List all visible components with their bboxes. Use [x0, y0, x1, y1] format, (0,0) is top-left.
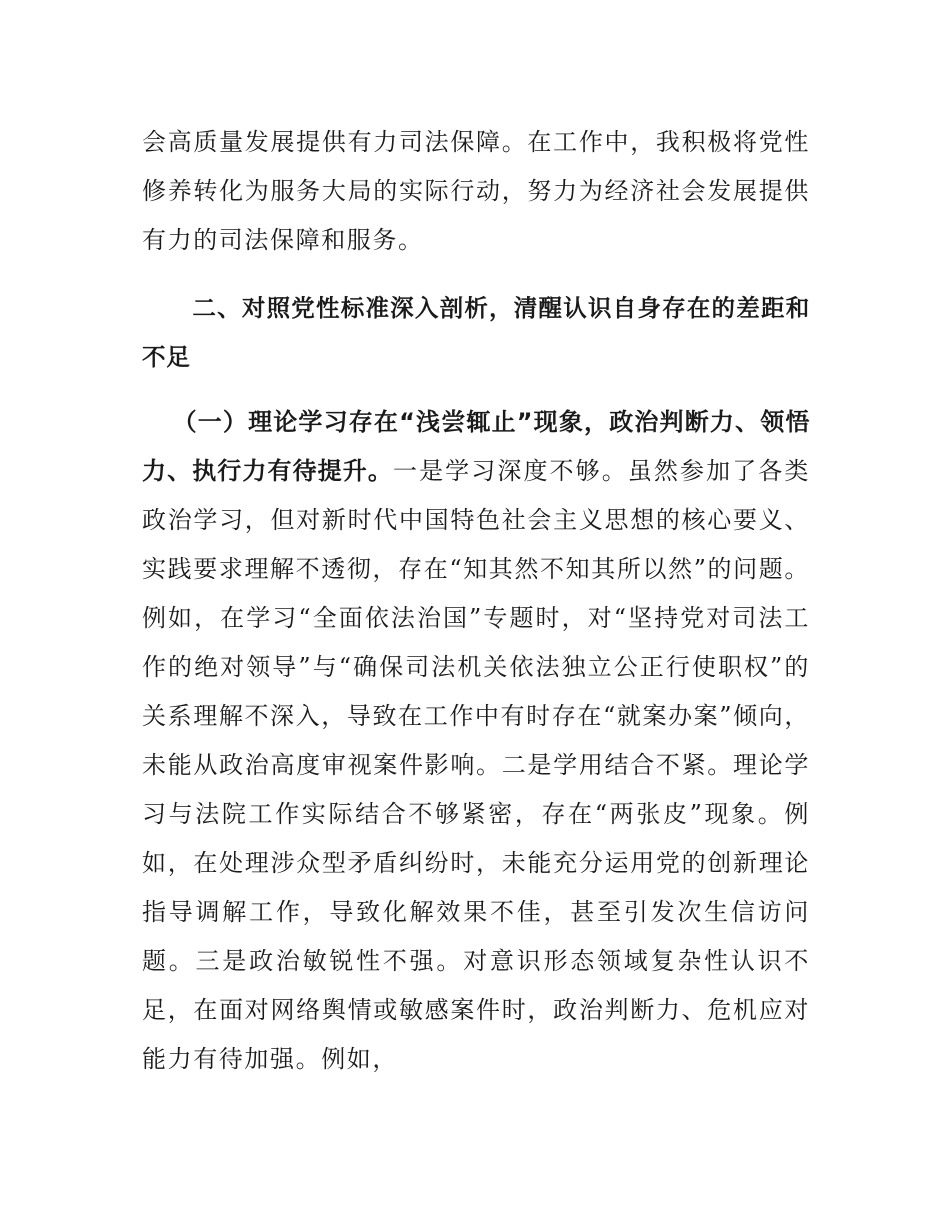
subsection-paragraph	[142, 398, 810, 1084]
section-heading	[142, 284, 810, 382]
paragraph-continuation: 会高质量发展提供有力司法保障。在工作中，我积极将党性修养转化为服务大局的实际行动，努力为经济社会发展提供有力的司法保障和服务。	[142, 128, 810, 254]
section-heading-text: 二、对照党性标准深入剖析，清醒认识自身存在的差距和不足	[142, 294, 810, 371]
subsection-body: 一是学习深度不够。虽然参加了各类政治学习，但对新时代中国特色社会主义思想的核心要义、实践要求理解不透彻，存在“知其然不知其所以然”的问题。例如，在学习“全面依法治国”专题时，对“坚持党对司法工作的绝对领导”与“确保司法机关依法独立公正行使职权”的关系理解不深入，导致在工作中有时存在“就案办案”倾向，未能从政治高度审视案件影响。二是学用结合不紧。理论学习与法院工作实际结合不够紧密，存在“两张皮”现象。例如，在处理涉众型矛盾纠纷时，未能充分运用党的创新理论指导调解工作，导致化解效果不佳，甚至引发次生信访问题。三是政治敏锐性不强。对意识形态领域复杂性认识不足，在面对网络舆情或敏感案件时，政治判断力、危机应对能力有待加强。例如，	[142, 457, 811, 1073]
subsection-title: （一）理论学习存在“浅尝辄止”现象，政治判断力、领悟力、执行力有待提升。	[142, 408, 810, 485]
